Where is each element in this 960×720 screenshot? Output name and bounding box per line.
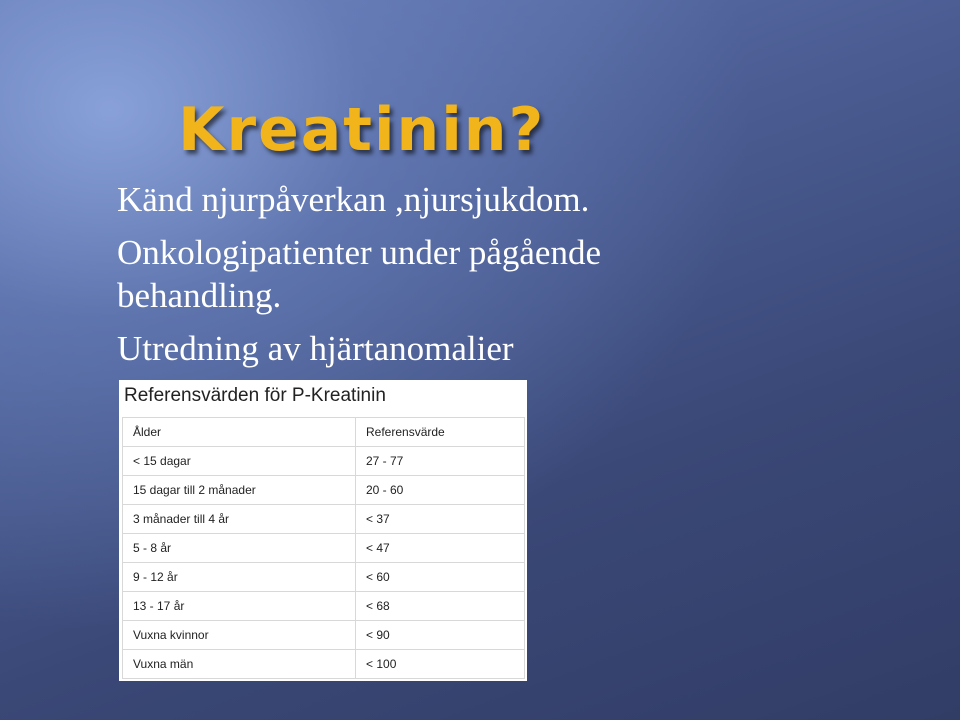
value-cell: < 60 bbox=[356, 563, 525, 592]
bullet-item: Onkologipatienter under pågående behandling. bbox=[117, 233, 601, 315]
value-cell: 20 - 60 bbox=[356, 476, 525, 505]
reference-table-image bbox=[119, 380, 527, 681]
column-header-reference: Referensvärde bbox=[356, 418, 525, 447]
value-cell: < 47 bbox=[356, 534, 525, 563]
bullet-item: Känd njurpåverkan ,njursjukdom. bbox=[117, 180, 590, 219]
reference-table bbox=[122, 417, 525, 679]
age-cell: 5 - 8 år bbox=[123, 534, 356, 563]
bullet-list bbox=[117, 178, 757, 380]
slide-title: Kreatinin? bbox=[178, 95, 546, 165]
table-row bbox=[123, 621, 525, 650]
value-cell: < 100 bbox=[356, 650, 525, 679]
table-row bbox=[123, 476, 525, 505]
age-cell: 3 månader till 4 år bbox=[123, 505, 356, 534]
table-row bbox=[123, 592, 525, 621]
table-row bbox=[123, 650, 525, 679]
value-cell: < 68 bbox=[356, 592, 525, 621]
bullet-item: Utredning av hjärtanomalier bbox=[117, 329, 514, 368]
reference-table-heading: Referensvärden för P-Kreatinin bbox=[124, 385, 386, 406]
value-cell: < 37 bbox=[356, 505, 525, 534]
table-row bbox=[123, 447, 525, 476]
age-cell: < 15 dagar bbox=[123, 447, 356, 476]
table-row bbox=[123, 534, 525, 563]
column-header-age: Ålder bbox=[123, 418, 356, 447]
age-cell: 15 dagar till 2 månader bbox=[123, 476, 356, 505]
value-cell: 27 - 77 bbox=[356, 447, 525, 476]
table-header-row bbox=[123, 418, 525, 447]
table-row bbox=[123, 505, 525, 534]
age-cell: Vuxna män bbox=[123, 650, 356, 679]
age-cell: 9 - 12 år bbox=[123, 563, 356, 592]
table-row bbox=[123, 563, 525, 592]
value-cell: < 90 bbox=[356, 621, 525, 650]
age-cell: 13 - 17 år bbox=[123, 592, 356, 621]
age-cell: Vuxna kvinnor bbox=[123, 621, 356, 650]
